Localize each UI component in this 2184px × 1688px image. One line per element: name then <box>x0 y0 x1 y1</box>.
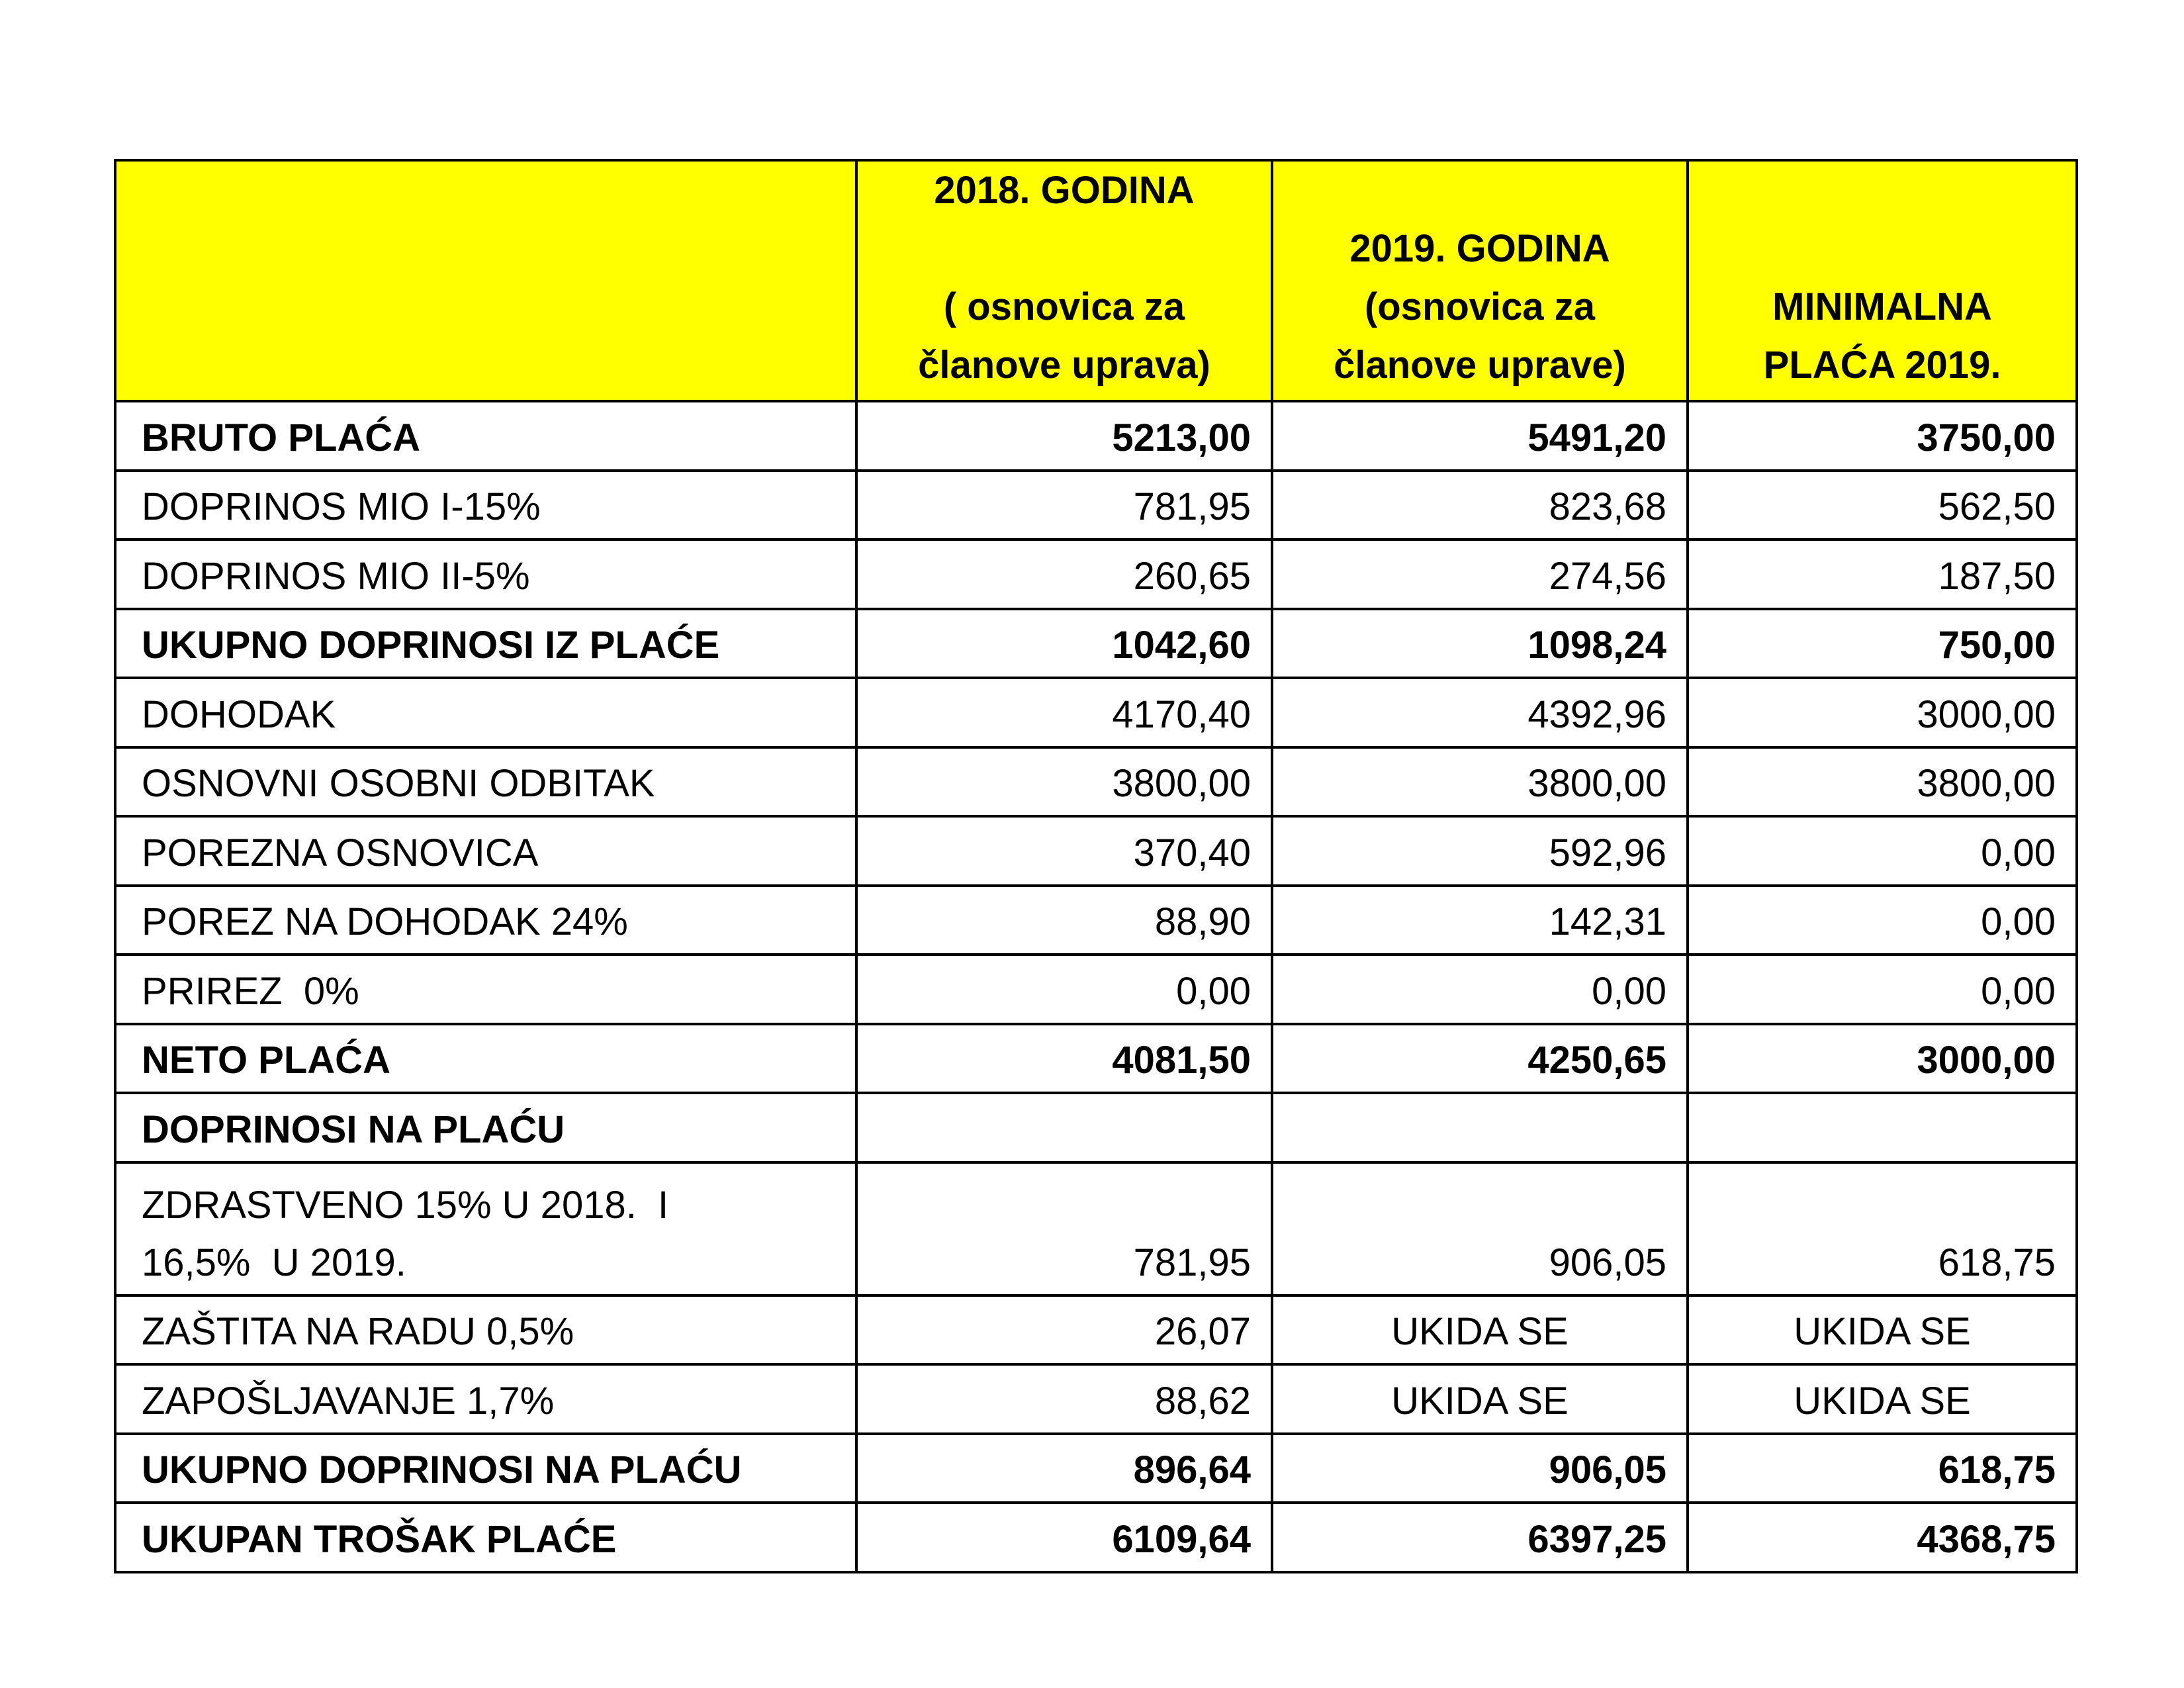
cell-2018: 1042,60 <box>856 609 1272 679</box>
cell-2019: 4392,96 <box>1272 678 1688 747</box>
row-porez-na-dohodak <box>115 886 2077 955</box>
cell-min: 0,00 <box>1688 886 2077 955</box>
header-2018-line1: 2018. GODINA <box>934 169 1195 212</box>
cell-2018: 370,40 <box>856 816 1272 886</box>
row-ukupno-doprinosi-na-placu <box>115 1434 2077 1503</box>
cell-2018: 4081,50 <box>856 1024 1272 1094</box>
salary-table <box>114 159 2078 1573</box>
header-2019-line1: 2019. GODINA <box>1349 227 1610 270</box>
header-2018-line3: članove uprava) <box>918 344 1210 387</box>
cell-min <box>1688 1093 2077 1162</box>
cell-min: UKIDA SE <box>1688 1295 2077 1365</box>
header-row <box>115 160 2077 401</box>
header-2018-line2: ( osnovica za <box>943 285 1185 329</box>
header-minimal-wage <box>1688 160 2077 401</box>
cell-2018: 26,07 <box>856 1295 1272 1365</box>
cell-min: 187,50 <box>1688 539 2077 609</box>
row-dohodak <box>115 678 2077 747</box>
cell-2019: UKIDA SE <box>1272 1295 1688 1365</box>
row-zastita-na-radu <box>115 1295 2077 1365</box>
header-2019-line3: članove uprave) <box>1334 344 1626 387</box>
cell-2018: 0,00 <box>856 955 1272 1024</box>
cell-min: 3000,00 <box>1688 678 2077 747</box>
cell-2019: 6397,25 <box>1272 1503 1688 1572</box>
cell-2019 <box>1272 1093 1688 1162</box>
row-label: UKUPNO DOPRINOSI NA PLAĆU <box>115 1434 856 1503</box>
cell-min: UKIDA SE <box>1688 1364 2077 1434</box>
row-prirez <box>115 955 2077 1024</box>
row-zaposljavanje <box>115 1364 2077 1434</box>
row-label: NETO PLAĆA <box>115 1024 856 1094</box>
row-label: DOHODAK <box>115 678 856 747</box>
table-header <box>115 160 2077 401</box>
cell-2018: 3800,00 <box>856 747 1272 817</box>
cell-2018: 6109,64 <box>856 1503 1272 1572</box>
cell-2019: 274,56 <box>1272 539 1688 609</box>
row-label: ZAŠTITA NA RADU 0,5% <box>115 1295 856 1365</box>
cell-2019: 592,96 <box>1272 816 1688 886</box>
cell-2018: 781,95 <box>856 471 1272 540</box>
row-zdravstveno <box>115 1162 2077 1295</box>
row-label: UKUPAN TROŠAK PLAĆE <box>115 1503 856 1572</box>
cell-2018: 896,64 <box>856 1434 1272 1503</box>
cell-min: 618,75 <box>1688 1162 2077 1295</box>
cell-min: 3800,00 <box>1688 747 2077 817</box>
cell-2019: 823,68 <box>1272 471 1688 540</box>
cell-2019: 5491,20 <box>1272 401 1688 471</box>
header-2019-line2: (osnovica za <box>1364 285 1596 329</box>
row-ukupno-doprinosi-iz-place <box>115 609 2077 679</box>
row-bruto-placa <box>115 401 2077 471</box>
row-label: PRIREZ 0% <box>115 955 856 1024</box>
cell-min: 562,50 <box>1688 471 2077 540</box>
cell-2019: 906,05 <box>1272 1434 1688 1503</box>
row-doprinosi-na-placu <box>115 1093 2077 1162</box>
row-neto-placa <box>115 1024 2077 1094</box>
row-label: UKUPNO DOPRINOSI IZ PLAĆE <box>115 609 856 679</box>
cell-2019: 906,05 <box>1272 1162 1688 1295</box>
cell-2018: 781,95 <box>856 1162 1272 1295</box>
row-doprinos-mio-1 <box>115 471 2077 540</box>
row-porezna-osnovica <box>115 816 2077 886</box>
cell-2018: 88,62 <box>856 1364 1272 1434</box>
cell-2018 <box>856 1093 1272 1162</box>
cell-min: 750,00 <box>1688 609 2077 679</box>
cell-2018: 260,65 <box>856 539 1272 609</box>
row-ukupan-trosak-place <box>115 1503 2077 1572</box>
row-label <box>115 1162 856 1295</box>
header-min-line1: MINIMALNA <box>1772 285 1992 329</box>
cell-2019: 4250,65 <box>1272 1024 1688 1094</box>
cell-min: 4368,75 <box>1688 1503 2077 1572</box>
cell-min: 618,75 <box>1688 1434 2077 1503</box>
header-min-line2: PLAĆA 2019. <box>1763 344 2001 387</box>
row-label: ZAPOŠLJAVANJE 1,7% <box>115 1364 856 1434</box>
row-label: OSNOVNI OSOBNI ODBITAK <box>115 747 856 817</box>
row-doprinos-mio-2 <box>115 539 2077 609</box>
cell-2019: 1098,24 <box>1272 609 1688 679</box>
header-label-empty <box>115 160 856 401</box>
row-label: POREZ NA DOHODAK 24% <box>115 886 856 955</box>
table-body <box>115 401 2077 1572</box>
cell-min: 3750,00 <box>1688 401 2077 471</box>
row-label: DOPRINOSI NA PLAĆU <box>115 1093 856 1162</box>
row-label: BRUTO PLAĆA <box>115 401 856 471</box>
row-label: POREZNA OSNOVICA <box>115 816 856 886</box>
row-label-line2: 16,5% U 2019. <box>142 1241 406 1284</box>
header-2019 <box>1272 160 1688 401</box>
cell-min: 0,00 <box>1688 955 2077 1024</box>
row-label: DOPRINOS MIO I-15% <box>115 471 856 540</box>
row-label: DOPRINOS MIO II-5% <box>115 539 856 609</box>
cell-2018: 5213,00 <box>856 401 1272 471</box>
header-2018 <box>856 160 1272 401</box>
cell-2019: 3800,00 <box>1272 747 1688 817</box>
cell-2018: 4170,40 <box>856 678 1272 747</box>
cell-2019: 142,31 <box>1272 886 1688 955</box>
row-label-line1: ZDRASTVENO 15% U 2018. I <box>142 1183 669 1227</box>
cell-min: 0,00 <box>1688 816 2077 886</box>
cell-min: 3000,00 <box>1688 1024 2077 1094</box>
cell-2018: 88,90 <box>856 886 1272 955</box>
cell-2019: UKIDA SE <box>1272 1364 1688 1434</box>
cell-2019: 0,00 <box>1272 955 1688 1024</box>
row-osnovni-osobni-odbitak <box>115 747 2077 817</box>
